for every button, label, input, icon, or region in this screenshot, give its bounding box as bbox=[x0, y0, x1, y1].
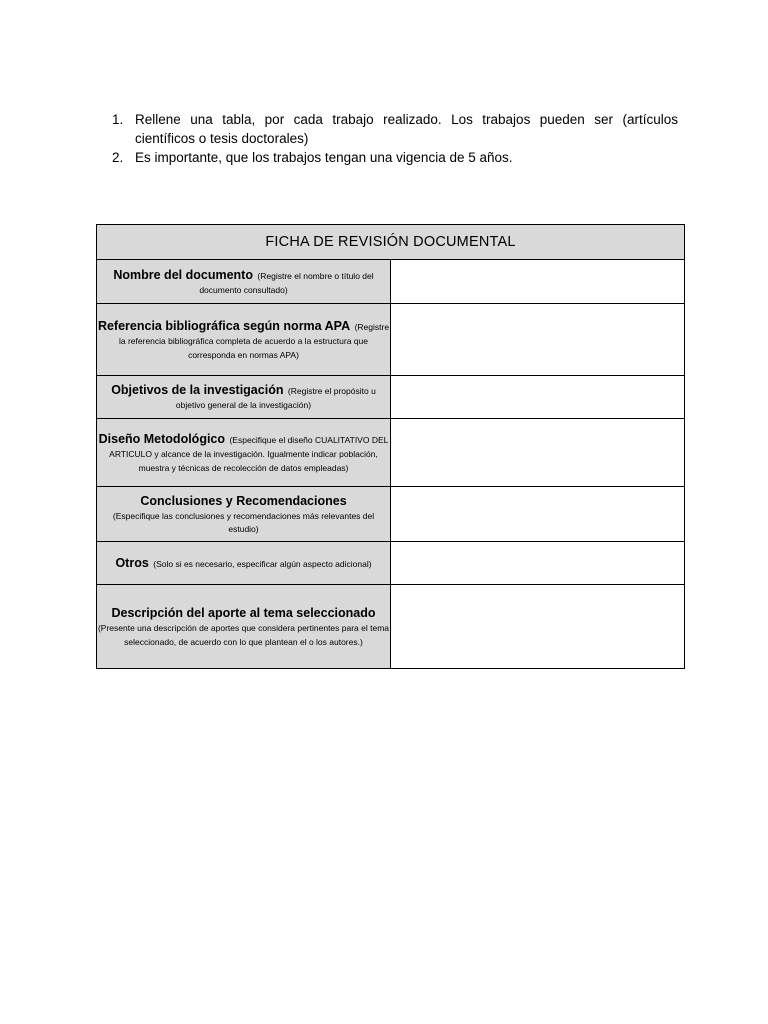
row-label-cell bbox=[97, 542, 391, 585]
ficha-row-diseno bbox=[97, 419, 685, 487]
ficha-table bbox=[96, 224, 685, 669]
row-label: Diseño Metodológico bbox=[98, 432, 226, 446]
row-label-cell bbox=[97, 376, 391, 419]
row-label-cell bbox=[97, 585, 391, 669]
instruction-text: Rellene una tabla, por cada trabajo realizado. Los trabajos pueden ser (artículos científicos o tesis doctorales) bbox=[135, 112, 678, 146]
row-label: Nombre del documento bbox=[113, 267, 253, 282]
row-note: (Solo si es necesario, especificar algún aspecto adicional) bbox=[153, 559, 372, 569]
row-note: (Especifique las conclusiones y recomendaciones más relevantes del estudio) bbox=[112, 510, 375, 534]
row-value-cell[interactable] bbox=[391, 376, 685, 419]
row-label: Otros bbox=[115, 556, 149, 570]
row-value-cell[interactable] bbox=[391, 304, 685, 376]
row-value-cell[interactable] bbox=[391, 260, 685, 304]
ficha-row-referencia bbox=[97, 304, 685, 376]
instructions-list bbox=[110, 110, 678, 167]
row-label-cell bbox=[97, 487, 391, 542]
row-note: (Especifique el diseño CUALITATIVO DEL ARTICULO y alcance de la investigación. Igualmente indicar población, muestra y técnicas de recolección de datos empleadas) bbox=[109, 435, 389, 473]
instruction-item bbox=[110, 110, 678, 148]
row-label-cell bbox=[97, 419, 391, 487]
row-note: (Presente una descripción de aportes que considera pertinentes para el tema seleccionado, de acuerdo con lo que plantean el o los autores.) bbox=[97, 623, 390, 647]
ficha-row-objetivos bbox=[97, 376, 685, 419]
instruction-number: 1. bbox=[112, 112, 124, 127]
instruction-number: 2. bbox=[112, 150, 124, 165]
row-label: Conclusiones y Recomendaciones bbox=[140, 493, 347, 508]
row-note: (Registre el propósito u objetivo general de la investigación) bbox=[175, 386, 376, 411]
row-label: Objetivos de la investigación bbox=[111, 383, 284, 398]
row-note: (Registre la referencia bibliográfica completa de acuerdo a la estructura que corresponda en normas APA) bbox=[118, 322, 390, 360]
row-note: (Registre el nombre o título del documento consultado) bbox=[199, 270, 374, 295]
instruction-text: Es importante, que los trabajos tengan una vigencia de 5 años. bbox=[135, 150, 513, 165]
ficha-row-nombre bbox=[97, 260, 685, 304]
row-value-cell[interactable] bbox=[391, 419, 685, 487]
row-label: Descripción del aporte al tema seleccionado bbox=[111, 606, 376, 620]
ficha-row-conclusiones bbox=[97, 487, 685, 542]
row-value-cell[interactable] bbox=[391, 585, 685, 669]
row-label-cell bbox=[97, 260, 391, 304]
row-value-cell[interactable] bbox=[391, 487, 685, 542]
ficha-row-otros bbox=[97, 542, 685, 585]
row-label: Referencia bibliográfica según norma APA bbox=[97, 319, 351, 333]
row-value-cell[interactable] bbox=[391, 542, 685, 585]
instruction-item bbox=[110, 148, 678, 167]
row-label-cell bbox=[97, 304, 391, 376]
ficha-row-descripcion bbox=[97, 585, 685, 669]
ficha-title: FICHA DE REVISIÓN DOCUMENTAL bbox=[97, 225, 685, 260]
ficha-title-row bbox=[97, 225, 685, 260]
